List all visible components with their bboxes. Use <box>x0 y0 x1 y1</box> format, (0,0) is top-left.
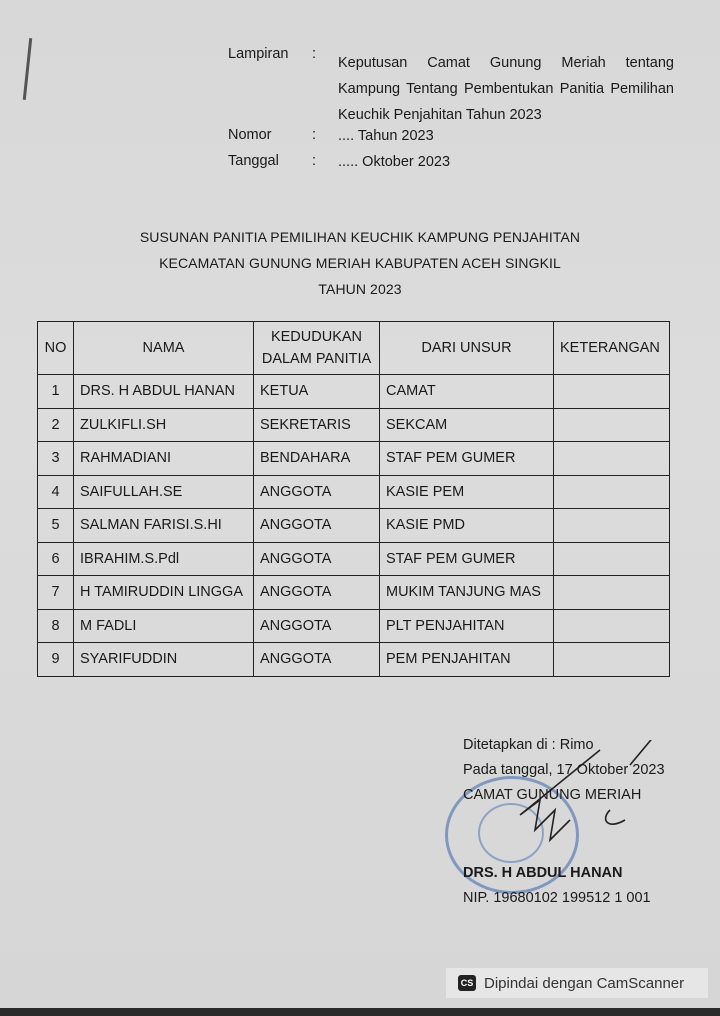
cell-nama: SAIFULLAH.SE <box>74 475 254 509</box>
cell-nama: RAHMADIANI <box>74 442 254 476</box>
cell-unsur: KASIE PMD <box>380 509 554 543</box>
camscanner-icon: CS <box>458 975 476 991</box>
header-keterangan: KETERANGAN <box>554 322 670 375</box>
table-row <box>38 542 670 576</box>
camscanner-badge <box>446 968 708 998</box>
nomor-value: .... Tahun 2023 <box>338 128 434 144</box>
lampiran-colon: : <box>312 46 317 62</box>
cell-unsur: STAF PEM GUMER <box>380 442 554 476</box>
tanggal-value: ..... Oktober 2023 <box>338 154 451 170</box>
cell-nama: SALMAN FARISI.S.HI <box>74 509 254 543</box>
cell-no: 8 <box>38 609 74 643</box>
signatory-name: DRS. H ABDUL HANAN <box>463 865 623 881</box>
committee-table <box>37 321 670 677</box>
cell-keterangan <box>554 375 670 409</box>
cell-nama: IBRAHIM.S.Pdl <box>74 542 254 576</box>
table-header-row <box>38 322 670 375</box>
bottom-edge-bar <box>0 1008 720 1016</box>
cell-nama: ZULKIFLI.SH <box>74 408 254 442</box>
cell-kedudukan: ANGGOTA <box>254 475 380 509</box>
lampiran-value: Keputusan Camat Gunung Meriah tentang Kampung Tentang Pembentukan Panitia Pemilihan Keuchik Penjahitan Tahun 2023 <box>338 55 674 123</box>
cell-no: 4 <box>38 475 74 509</box>
header-no: NO <box>38 322 74 375</box>
table-row <box>38 509 670 543</box>
cell-keterangan <box>554 609 670 643</box>
cell-keterangan <box>554 475 670 509</box>
table-row <box>38 475 670 509</box>
cell-unsur: PEM PENJAHITAN <box>380 643 554 677</box>
cell-kedudukan: SEKRETARIS <box>254 408 380 442</box>
cell-nama: M FADLI <box>74 609 254 643</box>
cell-kedudukan: ANGGOTA <box>254 509 380 543</box>
cell-keterangan <box>554 442 670 476</box>
signatory-nip: NIP. 19680102 199512 1 001 <box>463 890 651 906</box>
cell-nama: SYARIFUDDIN <box>74 643 254 677</box>
cell-no: 6 <box>38 542 74 576</box>
cell-nama: H TAMIRUDDIN LINGGA <box>74 576 254 610</box>
table-row <box>38 643 670 677</box>
tanggal-label: Tanggal <box>228 153 279 169</box>
scan-edge-mark <box>23 38 32 100</box>
cell-keterangan <box>554 643 670 677</box>
cell-kedudukan: ANGGOTA <box>254 643 380 677</box>
cell-unsur: KASIE PEM <box>380 475 554 509</box>
table-row <box>38 408 670 442</box>
nomor-colon: : <box>312 127 317 143</box>
tanggal-colon: : <box>312 153 317 169</box>
table-row <box>38 442 670 476</box>
cell-no: 9 <box>38 643 74 677</box>
document-title-line2: KECAMATAN GUNUNG MERIAH KABUPATEN ACEH SINGKIL <box>159 255 561 271</box>
signatory-position: CAMAT GUNUNG MERIAH <box>463 787 642 803</box>
camscanner-label: Dipindai dengan CamScanner <box>484 974 685 992</box>
header-unsur: DARI UNSUR <box>380 322 554 375</box>
signature-date: Pada tanggal, 17 Oktober 2023 <box>463 762 665 778</box>
lampiran-label: Lampiran <box>228 46 289 62</box>
cell-unsur: PLT PENJAHITAN <box>380 609 554 643</box>
table-row <box>38 375 670 409</box>
cell-no: 2 <box>38 408 74 442</box>
cell-unsur: MUKIM TANJUNG MAS <box>380 576 554 610</box>
cell-kedudukan: ANGGOTA <box>254 542 380 576</box>
cell-no: 7 <box>38 576 74 610</box>
cell-no: 1 <box>38 375 74 409</box>
document-title-line3: TAHUN 2023 <box>318 281 402 297</box>
cell-unsur: STAF PEM GUMER <box>380 542 554 576</box>
cell-kedudukan: ANGGOTA <box>254 609 380 643</box>
cell-kedudukan: BENDAHARA <box>254 442 380 476</box>
cell-keterangan <box>554 509 670 543</box>
cell-kedudukan: ANGGOTA <box>254 576 380 610</box>
cell-no: 5 <box>38 509 74 543</box>
document-title-line1: SUSUNAN PANITIA PEMILIHAN KEUCHIK KAMPUNG PENJAHITAN <box>139 229 581 245</box>
cell-unsur: CAMAT <box>380 375 554 409</box>
cell-keterangan <box>554 542 670 576</box>
cell-no: 3 <box>38 442 74 476</box>
ditetapkan-text: Ditetapkan di : Rimo <box>463 737 594 753</box>
header-nama: NAMA <box>74 322 254 375</box>
cell-keterangan <box>554 576 670 610</box>
cell-unsur: SEKCAM <box>380 408 554 442</box>
table-row <box>38 576 670 610</box>
header-kedudukan: KEDUDUKAN DALAM PANITIA <box>254 322 380 375</box>
nomor-label: Nomor <box>228 127 272 143</box>
cell-nama: DRS. H ABDUL HANAN <box>74 375 254 409</box>
table-row <box>38 609 670 643</box>
cell-kedudukan: KETUA <box>254 375 380 409</box>
cell-keterangan <box>554 408 670 442</box>
